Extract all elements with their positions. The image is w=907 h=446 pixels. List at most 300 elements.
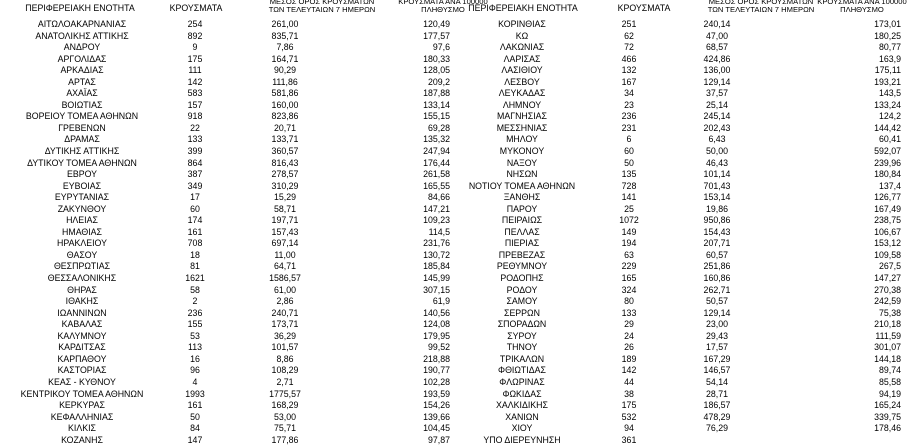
per-100k-cell: 165,24 — [874, 400, 901, 411]
avg-7day-cell: 129,14 — [703, 307, 731, 318]
table-row — [449, 238, 901, 250]
table-row — [449, 88, 901, 100]
per-100k-cell: 173,01 — [874, 19, 901, 29]
right-data-table — [449, 19, 901, 446]
table-row — [449, 77, 901, 89]
header-cases-left: ΚΡΟΥΣΜΑΤΑ — [169, 3, 223, 13]
avg-7day-cell: 168,29 — [271, 400, 299, 411]
avg-7day-cell: 202,43 — [703, 122, 731, 133]
avg-7day-cell: 136,00 — [703, 65, 731, 76]
cases-cell: 111 — [188, 65, 202, 76]
avg-7day-cell: 245,14 — [703, 111, 731, 122]
table-row — [2, 250, 450, 262]
cases-cell: 157 — [187, 99, 203, 110]
table-row — [449, 204, 901, 216]
cases-cell: 38 — [624, 388, 634, 399]
avg-7day-cell: 11,00 — [274, 249, 296, 260]
region-cell: ΦΛΩΡΙΝΑΣ — [499, 376, 545, 387]
cases-cell: 254 — [187, 19, 203, 29]
avg-7day-cell: 25,14 — [705, 99, 728, 110]
cases-cell: 892 — [187, 30, 203, 41]
table-row — [449, 134, 901, 146]
cases-cell: 189 — [621, 353, 637, 364]
header-avg-left-line1: ΜΕΣΟΣ ΟΡΟΣ ΚΡΟΥΣΜΑΤΩΝ — [269, 0, 375, 6]
region-cell: ΤΗΝΟΥ — [506, 342, 538, 353]
table-row — [449, 331, 901, 343]
cases-cell: 62 — [624, 30, 634, 41]
region-cell: ΑΝΑΤΟΛΙΚΗΣ ΑΤΤΙΚΗΣ — [35, 30, 129, 41]
header-per100k-right — [817, 0, 906, 14]
cases-cell: 25 — [624, 203, 634, 214]
per-100k-cell: 339,75 — [874, 411, 901, 422]
cases-cell: 251 — [621, 19, 637, 29]
per-100k-cell: 147,21 — [423, 203, 450, 214]
avg-7day-cell: 310,29 — [271, 180, 299, 191]
region-cell: ΚΑΡΔΙΤΣΑΣ — [58, 342, 106, 353]
region-cell: ΔΥΤΙΚΟΥ ΤΟΜΕΑ ΑΘΗΝΩΝ — [27, 157, 137, 168]
region-cell: ΠΕΛΛΑΣ — [504, 226, 540, 237]
cases-cell: 142 — [621, 365, 637, 376]
per-100k-cell: 109,23 — [423, 215, 450, 226]
per-100k-cell: 185,84 — [423, 261, 450, 272]
per-100k-cell: 139,66 — [423, 411, 450, 422]
cases-cell: 2 — [192, 296, 198, 307]
per-100k-cell: 153,12 — [874, 238, 901, 249]
avg-7day-cell: 207,71 — [703, 238, 731, 249]
table-row — [449, 227, 901, 239]
region-cell: ΕΥΒΟΙΑΣ — [62, 180, 102, 191]
region-cell: ΛΕΥΚΑΔΑΣ — [498, 88, 546, 99]
table-row — [2, 54, 450, 66]
table-row — [449, 250, 901, 262]
table-row — [449, 169, 901, 181]
table-row — [2, 204, 450, 216]
avg-7day-cell: 251,86 — [703, 261, 731, 272]
region-cell: ΡΟΔΟΠΗΣ — [500, 273, 544, 284]
avg-7day-cell: 50,57 — [705, 296, 728, 307]
avg-7day-cell: 2,86 — [276, 296, 294, 307]
per-100k-cell: 97,87 — [427, 434, 450, 445]
per-100k-cell: 247,94 — [423, 146, 450, 157]
region-cell: ΚΕΑΣ - ΚΥΘΝΟΥ — [48, 376, 116, 387]
avg-7day-cell: 950,86 — [703, 215, 731, 226]
avg-7day-cell: 261,00 — [271, 19, 299, 29]
region-cell: ΑΙΤΩΛΟΑΚΑΡΝΑΝΙΑΣ — [37, 19, 127, 29]
per-100k-cell: 120,49 — [423, 19, 450, 29]
per-100k-cell: 145,99 — [423, 273, 450, 284]
per-100k-cell: 80,77 — [878, 42, 901, 53]
region-cell: ΙΘΑΚΗΣ — [65, 296, 99, 307]
avg-7day-cell: 581,86 — [271, 88, 299, 99]
per-100k-cell: 114,5 — [428, 226, 450, 237]
region-cell: ΚΑΣΤΟΡΙΑΣ — [57, 365, 107, 376]
per-100k-cell: 130,72 — [423, 249, 450, 260]
table-row — [2, 65, 450, 77]
table-row — [449, 377, 901, 389]
region-cell: ΚΕΦΑΛΛΗΝΙΑΣ — [50, 411, 114, 422]
region-cell: ΧΙΟΥ — [511, 423, 533, 434]
avg-7day-cell: 186,57 — [703, 400, 731, 411]
per-100k-cell: 94,19 — [878, 388, 901, 399]
per-100k-cell: 307,15 — [423, 284, 450, 295]
table-row — [449, 423, 901, 435]
table-row — [449, 365, 901, 377]
region-cell: ΛΑΡΙΣΑΣ — [503, 53, 541, 64]
per-100k-cell: 592,07 — [874, 146, 901, 157]
avg-7day-cell: 101,14 — [703, 169, 731, 180]
per-100k-cell: 180,84 — [874, 169, 901, 180]
avg-7day-cell: 7,86 — [276, 42, 294, 53]
table-row — [449, 31, 901, 43]
avg-7day-cell: 17,57 — [705, 342, 728, 353]
avg-7day-cell: 133,71 — [271, 134, 299, 145]
table-row — [2, 123, 450, 135]
table-row — [449, 285, 901, 297]
region-cell: ΠΕΙΡΑΙΩΣ — [501, 215, 543, 226]
table-row — [2, 285, 450, 297]
region-cell: ΒΟΡΕΙΟΥ ΤΟΜΕΑ ΑΘΗΝΩΝ — [25, 111, 139, 122]
region-cell: ΘΗΡΑΣ — [67, 284, 97, 295]
table-row — [449, 181, 901, 193]
table-row — [2, 354, 450, 366]
header-per100k-right-line1: ΚΡΟΥΣΜΑΤΑ ΑΝΑ 100000 — [817, 0, 907, 6]
region-cell: ΕΒΡΟΥ — [66, 169, 98, 180]
region-cell: ΣΑΜΟΥ — [506, 296, 538, 307]
region-cell: ΑΡΤΑΣ — [68, 76, 96, 87]
cases-cell: 81 — [190, 261, 200, 272]
region-cell: ΓΡΕΒΕΝΩΝ — [58, 122, 106, 133]
cases-cell: 466 — [621, 53, 637, 64]
avg-7day-cell: 177,86 — [271, 434, 299, 445]
cases-cell: 84 — [190, 423, 200, 434]
per-100k-cell: 147,27 — [874, 273, 901, 284]
per-100k-cell: 155,15 — [423, 111, 450, 122]
cases-cell: 60 — [624, 146, 634, 157]
avg-7day-cell: 173,71 — [271, 319, 299, 330]
cases-cell: 532 — [621, 411, 637, 422]
table-row — [2, 400, 450, 412]
table-row — [2, 273, 450, 285]
region-cell: ΦΩΚΙΔΑΣ — [502, 388, 542, 399]
table-row — [2, 319, 450, 331]
per-100k-cell — [771, 435, 901, 446]
cases-cell: 231 — [621, 122, 637, 133]
per-100k-cell: 177,57 — [423, 30, 450, 41]
table-row — [2, 181, 450, 193]
avg-7day-cell: 111,86 — [272, 76, 298, 87]
region-cell: ΑΡΚΑΔΙΑΣ — [60, 65, 104, 76]
cases-cell: 165 — [621, 273, 637, 284]
avg-7day-cell: 28,71 — [705, 388, 728, 399]
table-row — [2, 435, 450, 446]
region-cell: ΛΕΣΒΟΥ — [504, 76, 540, 87]
avg-7day-cell: 29,43 — [705, 330, 728, 341]
cases-cell: 175 — [187, 53, 203, 64]
per-100k-cell: 179,95 — [423, 330, 450, 341]
per-100k-cell: 102,28 — [423, 376, 450, 387]
per-100k-cell: 97,6 — [432, 42, 450, 53]
table-row — [449, 412, 901, 424]
region-cell: ΒΟΙΩΤΙΑΣ — [61, 99, 103, 110]
table-row — [2, 238, 450, 250]
region-cell: ΝΟΤΙΟΥ ΤΟΜΕΑ ΑΘΗΝΩΝ — [468, 180, 576, 191]
cases-cell: 708 — [187, 238, 203, 249]
per-100k-cell: 140,56 — [423, 307, 450, 318]
per-100k-cell: 84,66 — [427, 192, 450, 203]
per-100k-cell: 128,05 — [423, 65, 450, 76]
region-cell: ΦΘΙΩΤΙΔΑΣ — [498, 365, 546, 376]
cases-cell: 60 — [190, 203, 200, 214]
cases-cell: 728 — [621, 180, 637, 191]
per-100k-cell: 144,42 — [874, 122, 901, 133]
cases-cell: 155 — [187, 319, 203, 330]
table-row — [449, 354, 901, 366]
table-row — [2, 389, 450, 401]
per-100k-cell: 190,77 — [423, 365, 450, 376]
table-row — [449, 342, 901, 354]
table-row — [2, 423, 450, 435]
cases-cell: 194 — [621, 238, 637, 249]
region-cell: ΝΑΞΟΥ — [506, 157, 538, 168]
avg-7day-cell: 8,86 — [276, 353, 294, 364]
region-cell: ΔΥΤΙΚΗΣ ΑΤΤΙΚΗΣ — [44, 146, 120, 157]
cases-cell: 50 — [190, 411, 200, 422]
cases-cell: 229 — [621, 261, 637, 272]
cases-cell: 361 — [621, 434, 637, 445]
table-row — [2, 19, 450, 31]
cases-cell: 26 — [624, 342, 634, 353]
header-avg-left — [269, 0, 376, 14]
avg-7day-cell: 816,43 — [271, 157, 299, 168]
table-row — [2, 227, 450, 239]
table-row — [449, 273, 901, 285]
region-cell: ΕΥΡΥΤΑΝΙΑΣ — [54, 192, 110, 203]
cases-cell: 918 — [187, 111, 203, 122]
per-100k-cell: 99,52 — [427, 342, 450, 353]
region-cell: ΠΑΡΟΥ — [506, 203, 538, 214]
region-cell: ΙΩΑΝΝΙΝΩΝ — [57, 307, 107, 318]
region-cell: ΘΕΣΣΑΛΟΝΙΚΗΣ — [47, 273, 117, 284]
header-avg-left-line2: ΤΩΝ ΤΕΛΕΥΤΑΙΩΝ 7 ΗΜΕΡΩΝ — [268, 5, 376, 15]
avg-7day-cell: 154,43 — [703, 226, 731, 237]
avg-7day-cell: 160,00 — [271, 99, 299, 110]
table-row — [449, 42, 901, 54]
per-100k-cell: 267,5 — [878, 261, 901, 272]
table-row — [449, 146, 901, 158]
avg-7day-cell: 157,43 — [271, 226, 299, 237]
cases-cell: 80 — [624, 296, 634, 307]
region-cell: ΧΑΝΙΩΝ — [505, 411, 539, 422]
per-100k-cell: 61,9 — [432, 296, 450, 307]
per-100k-cell: 270,38 — [874, 284, 901, 295]
per-100k-cell: 242,59 — [874, 296, 901, 307]
per-100k-cell: 193,21 — [874, 76, 901, 87]
table-row — [449, 192, 901, 204]
cases-cell: 387 — [187, 169, 203, 180]
cases-cell: 399 — [187, 146, 203, 157]
avg-7day-cell: 2,71 — [276, 376, 294, 387]
table-row — [2, 146, 450, 158]
per-100k-cell: 193,59 — [423, 388, 450, 399]
per-100k-cell: 239,96 — [874, 157, 901, 168]
table-row — [2, 342, 450, 354]
region-cell: ΘΑΣΟΥ — [66, 249, 98, 260]
cases-cell: 132 — [621, 65, 637, 76]
per-100k-cell: 210,18 — [874, 319, 901, 330]
region-cell: ΗΛΕΙΑΣ — [66, 215, 98, 226]
cases-cell: 113 — [187, 342, 203, 353]
header-avg-right — [708, 0, 815, 14]
header-region-right: ΠΕΡΙΦΕΡΕΙΑΚΗ ΕΝΟΤΗΤΑ — [468, 3, 578, 13]
region-cell: ΘΕΣΠΡΩΤΙΑΣ — [53, 261, 111, 272]
cases-cell: 142 — [187, 76, 203, 87]
cases-cell: 53 — [190, 330, 200, 341]
table-row — [2, 42, 450, 54]
cases-cell: 147 — [187, 434, 203, 445]
table-header — [0, 0, 907, 19]
cases-cell: 236 — [621, 111, 637, 122]
per-100k-cell: 124,2 — [878, 111, 901, 122]
region-cell: ΚΑΒΑΛΑΣ — [61, 319, 103, 330]
per-100k-cell: 69,28 — [427, 122, 450, 133]
table-row — [2, 261, 450, 273]
table-row — [449, 296, 901, 308]
cases-cell: 1621 — [185, 273, 205, 284]
cases-cell: 58 — [190, 284, 200, 295]
avg-7day-cell: 68,57 — [705, 42, 728, 53]
per-100k-cell: 124,08 — [423, 319, 450, 330]
table-row — [449, 400, 901, 412]
table-row — [449, 123, 901, 135]
table-row — [2, 296, 450, 308]
region-cell: ΡΟΔΟΥ — [506, 284, 538, 295]
avg-7day-cell: 153,14 — [703, 192, 731, 203]
avg-7day-cell: 6,43 — [708, 134, 726, 145]
avg-7day-cell: 424,86 — [703, 53, 731, 64]
cases-cell: 22 — [190, 122, 200, 133]
per-100k-cell: 144,18 — [874, 353, 901, 364]
avg-7day-cell: 146,57 — [703, 365, 731, 376]
cases-cell: 23 — [624, 99, 634, 110]
avg-7day-cell: 835,71 — [271, 30, 299, 41]
per-100k-cell: 178,46 — [874, 423, 901, 434]
region-cell: ΚΑΛΥΜΝΟΥ — [57, 330, 107, 341]
region-cell: ΛΗΜΝΟΥ — [502, 99, 542, 110]
cases-cell: 18 — [190, 249, 200, 260]
cases-cell: 6 — [626, 134, 632, 145]
avg-7day-cell: 54,14 — [705, 376, 728, 387]
cases-cell: 583 — [187, 88, 203, 99]
table-row — [2, 412, 450, 424]
avg-7day-cell: 60,57 — [705, 249, 728, 260]
table-row — [2, 158, 450, 170]
per-100k-cell: 218,88 — [423, 353, 450, 364]
region-cell: ΡΕΘΥΜΝΟΥ — [496, 261, 548, 272]
cases-cell: 50 — [624, 157, 634, 168]
cases-cell: 63 — [624, 249, 634, 260]
table-row — [449, 100, 901, 112]
region-cell: ΤΡΙΚΑΛΩΝ — [499, 353, 545, 364]
table-row — [2, 377, 450, 389]
region-cell: ΜΕΣΣΗΝΙΑΣ — [496, 122, 548, 133]
header-avg-right-line2: ΤΩΝ ΤΕΛΕΥΤΑΙΩΝ 7 ΗΜΕΡΩΝ — [707, 5, 815, 15]
table-row — [449, 308, 901, 320]
table-row — [2, 134, 450, 146]
per-100k-cell: 135,32 — [423, 134, 450, 145]
per-100k-cell: 126,77 — [874, 192, 901, 203]
region-cell: ΣΠΟΡΑΔΩΝ — [497, 319, 547, 330]
per-100k-cell: 180,33 — [423, 53, 450, 64]
region-cell: ΚΟΖΑΝΗΣ — [61, 434, 103, 445]
cases-cell: 236 — [187, 307, 203, 318]
per-100k-cell: 261,58 — [423, 169, 450, 180]
cases-cell: 135 — [621, 169, 637, 180]
cases-cell: 864 — [187, 157, 203, 168]
cases-cell: 349 — [187, 180, 203, 191]
region-cell: ΛΑΣΙΘΙΟΥ — [501, 65, 543, 76]
avg-7day-cell: 75,71 — [273, 423, 296, 434]
per-100k-cell: 167,49 — [874, 203, 901, 214]
per-100k-cell: 104,45 — [423, 423, 450, 434]
region-cell: ΚΑΡΠΑΘΟΥ — [57, 353, 107, 364]
table-row — [449, 215, 901, 227]
per-100k-cell: 106,67 — [874, 226, 901, 237]
per-100k-cell: 133,14 — [423, 99, 450, 110]
avg-7day-cell: 240,14 — [703, 19, 731, 29]
per-100k-cell: 175,11 — [874, 65, 901, 76]
cases-cell: 167 — [621, 76, 637, 87]
cases-cell: 9 — [192, 42, 198, 53]
table-row — [2, 215, 450, 227]
cases-cell: 175 — [621, 400, 637, 411]
region-cell: ΗΡΑΚΛΕΙΟΥ — [57, 238, 107, 249]
region-cell: ΚΕΝΤΡΙΚΟΥ ΤΟΜΕΑ ΑΘΗΝΩΝ — [20, 388, 144, 399]
region-cell: ΚΙΛΚΙΣ — [68, 423, 96, 434]
cases-cell: 96 — [190, 365, 200, 376]
header-avg-right-line1: ΜΕΣΟΣ ΟΡΟΣ ΚΡΟΥΣΜΑΤΩΝ — [708, 0, 814, 6]
avg-7day-cell: 19,86 — [705, 203, 728, 214]
cases-cell: 72 — [624, 42, 634, 53]
table-row — [449, 319, 901, 331]
avg-7day-cell: 101,57 — [271, 342, 299, 353]
per-100k-cell: 75,38 — [878, 307, 901, 318]
per-100k-cell: 238,75 — [874, 215, 901, 226]
avg-7day-cell: 15,29 — [273, 192, 296, 203]
cases-cell: 1993 — [185, 388, 205, 399]
avg-7day-cell: 129,14 — [703, 76, 731, 87]
table-row — [449, 54, 901, 66]
avg-7day-cell: 262,71 — [703, 284, 731, 295]
per-100k-cell: 85,58 — [878, 376, 901, 387]
region-cell: ΧΑΛΚΙΔΙΚΗΣ — [496, 400, 548, 411]
avg-7day-cell: 701,43 — [703, 180, 731, 191]
table-row — [2, 100, 450, 112]
per-100k-cell: 301,07 — [874, 342, 901, 353]
table-row — [2, 169, 450, 181]
region-cell: ΜΑΓΝΗΣΙΑΣ — [497, 111, 547, 122]
table-row — [449, 65, 901, 77]
region-cell: ΞΑΝΘΗΣ — [503, 192, 541, 203]
region-cell: ΑΝΔΡΟΥ — [63, 42, 101, 53]
header-per100k-left-line1: ΚΡΟΥΣΜΑΤΑ ΑΝΑ 100000 — [398, 0, 488, 6]
avg-7day-cell: 58,71 — [273, 203, 296, 214]
avg-7day-cell: 697,14 — [271, 238, 299, 249]
avg-7day-cell: 23,00 — [705, 319, 728, 330]
per-100k-cell: 165,55 — [423, 180, 450, 191]
table-row — [449, 158, 901, 170]
avg-7day-cell: 46,43 — [705, 157, 728, 168]
per-100k-cell: 231,76 — [423, 238, 450, 249]
